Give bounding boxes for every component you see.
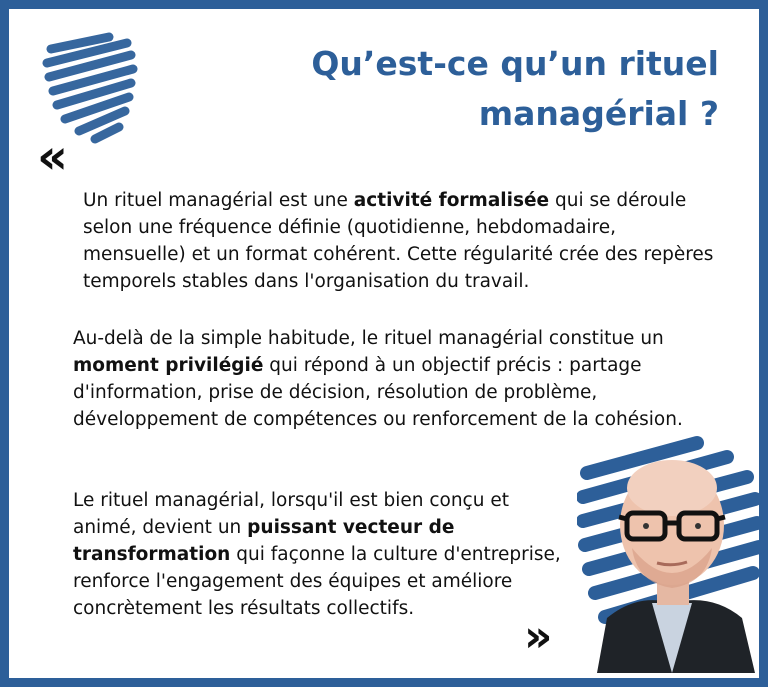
page-title <box>299 39 719 139</box>
title-line-1: Qu’est-ce qu’un rituel <box>311 44 719 83</box>
author-photo-icon <box>577 433 767 673</box>
p2-text-end: qui répond à un objectif précis : partage d'information, prise de décision, résolution de problème, développement de compétences ou renforcement de la cohésion. <box>73 355 683 430</box>
p1-text-start: Un rituel managérial est une <box>83 190 354 211</box>
paragraph-definition <box>83 187 723 295</box>
p3-text-end: qui façonne la culture d'entreprise, renforce l'engagement des équipes et améliore concrètement les résultats collectifs. <box>73 544 561 619</box>
p2-text-start: Au-delà de la simple habitude, le rituel managérial constitue un <box>73 328 664 349</box>
p2-bold: moment privilégié <box>73 355 264 376</box>
p3-text-start: Le rituel managérial, lorsqu'il est bien conçu et animé, devient un <box>73 490 509 538</box>
paragraph-impact <box>73 487 573 622</box>
close-quote-mark: » <box>524 611 547 662</box>
p1-text-end: qui se déroule selon une fréquence définie (quotidienne, hebdomadaire, mensuelle) et un format cohérent. Cette régularité crée des repères temporels stables dans l'organisation du travail. <box>83 190 714 292</box>
paragraph-purpose <box>73 325 713 433</box>
p1-bold: activité formalisée <box>353 190 550 211</box>
p3-bold: puissant vecteur de transformation <box>73 517 455 565</box>
open-quote-mark: « <box>37 129 63 185</box>
title-line-2: managérial ? <box>478 94 719 133</box>
